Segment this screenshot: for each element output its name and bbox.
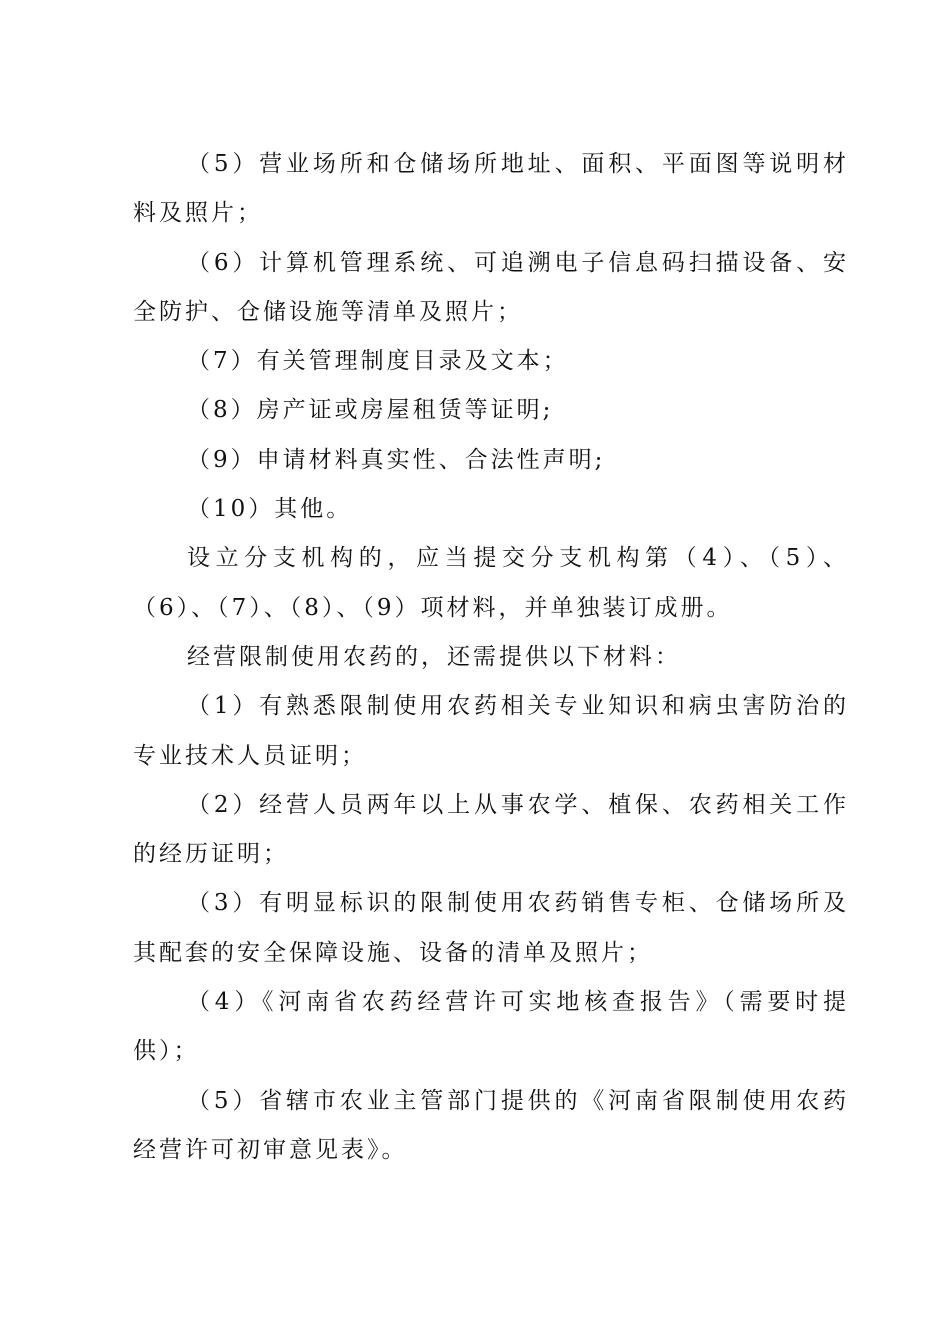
list-item-10-other: （10）其他。 [187, 496, 353, 523]
branch-office-paragraph: 设立分支机构的，应当提交分支机构第（4）、（5）、（6）、（7）、（8）、（9）项材料，并单独装订成册。 [133, 545, 849, 621]
restricted-item-3-counter-facilities: （3）有明显标识的限制使用农药销售专柜、仓储场所及其配套的安全保障设施、设备的清单及照片； [133, 890, 849, 966]
restricted-item-4-inspection-report: （4）《河南省农药经营许可实地核查报告》（需要时提供）； [133, 989, 849, 1065]
restricted-item-1-technician-proof: （1）有熟悉限制使用农药相关专业知识和病虫害防治的专业技术人员证明； [133, 693, 849, 769]
list-item-8-property-certificate: （8）房产证或房屋租赁等证明; [187, 397, 554, 424]
list-item-5-business-premises: （5）营业场所和仓储场所地址、面积、平面图等说明材料及照片； [133, 151, 849, 227]
document-body [133, 140, 849, 1175]
list-item-7-management-rules: （7）有关管理制度目录及文本； [187, 348, 569, 375]
restricted-item-5-review-form: （5）省辖市农业主管部门提供的《河南省限制使用农药经营许可初审意见表》。 [133, 1087, 849, 1163]
list-item-9-authenticity-statement: （9）申请材料真实性、合法性声明; [187, 446, 606, 473]
restricted-pesticide-intro: 经营限制使用农药的，还需提供以下材料： [187, 643, 681, 670]
restricted-item-2-experience-proof: （2）经营人员两年以上从事农学、植保、农药相关工作的经历证明； [133, 791, 849, 868]
list-item-6-computer-system: （6）计算机管理系统、可追溯电子信息码扫描设备、安全防护、仓储设施等清单及照片； [133, 249, 849, 325]
